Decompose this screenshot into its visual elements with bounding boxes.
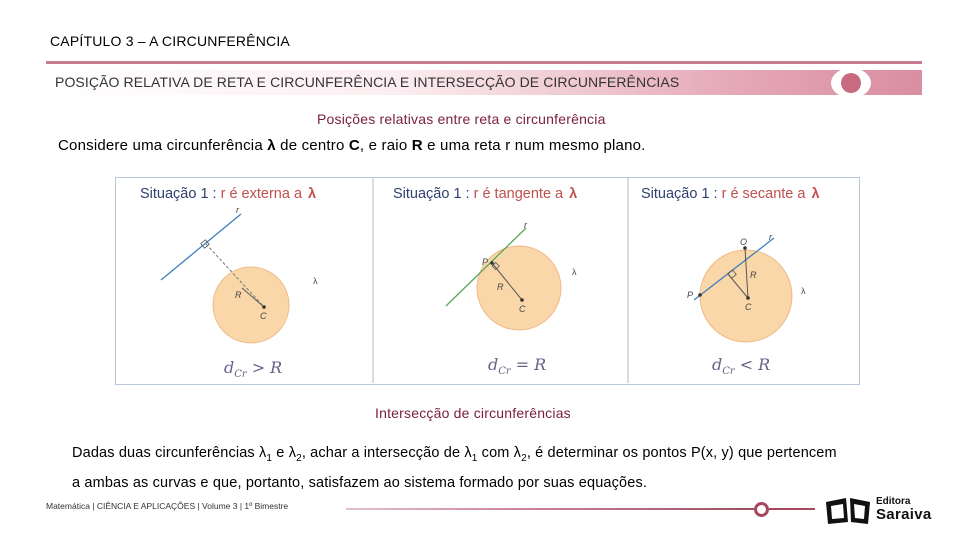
lead-text: Considere uma circunferência [58, 137, 268, 154]
chapter-title: CAPÍTULO 3 – A CIRCUNFERÊNCIA [50, 33, 290, 49]
footer-ring-icon [754, 502, 769, 517]
label-lambda: λ [572, 267, 577, 277]
lead-paragraph [58, 137, 646, 154]
section-bar [46, 70, 922, 95]
dist-sub: Cr [234, 369, 247, 380]
dist-symbol: d [224, 358, 235, 377]
label-r: r [524, 220, 527, 230]
para-sub: 1 [266, 452, 273, 464]
label-lambda: λ [801, 286, 806, 296]
dist-sub: Cr [498, 366, 511, 377]
situation-lambda: λ [569, 186, 578, 202]
section-title: POSIÇÃO RELATIVA DE RETA E CIRCUNFERÊNCIA E INTERSECÇÃO DE CIRCUNFERÊNCIAS [55, 74, 680, 90]
para-text: e λ [272, 445, 297, 461]
label-C: C [745, 302, 752, 312]
diagram-external [161, 205, 318, 380]
saraiva-book-icon [824, 494, 874, 526]
label-lambda: λ [313, 276, 318, 286]
distance-relation [224, 358, 282, 380]
situation-lambda: λ [811, 186, 820, 202]
label-C: C [519, 304, 526, 314]
lead-text: , e raio [359, 137, 412, 154]
footer-rule [346, 508, 756, 510]
relation: < R [739, 355, 771, 374]
tangent-point [490, 261, 494, 265]
label-r: r [769, 232, 772, 242]
situations-diagram [116, 178, 861, 386]
label-R: R [235, 290, 242, 300]
label-P: P [687, 290, 694, 300]
situation-prefix: Situação 1 : [641, 186, 722, 202]
label-C: C [260, 311, 267, 321]
para-text: , é determinar os pontos P(x, y) que pertencem a ambas as curvas e que, portanto, satisfazem ao sistema formado por suas equações. [72, 445, 837, 491]
subtitle-positions: Posições relativas entre reta e circunferência [317, 111, 606, 127]
point-P [698, 293, 702, 297]
dist-symbol: d [712, 355, 723, 374]
distance-relation [488, 355, 546, 377]
intersection-paragraph [72, 441, 842, 495]
lead-text: de centro [275, 137, 349, 154]
relation: > R [251, 358, 283, 377]
situations-figure [115, 177, 860, 385]
para-text: Dadas duas circunferências λ [72, 445, 267, 461]
subtitle-intersection: Intersecção de circunferências [375, 405, 571, 421]
footer-rule-end [769, 508, 815, 510]
brand-top: Editora [876, 496, 911, 507]
para-sub: 2 [521, 452, 527, 464]
label-R: R [497, 282, 504, 292]
circle-lambda [213, 267, 289, 343]
lead-radius: R [411, 137, 423, 154]
brand-name: Saraiva [876, 506, 932, 523]
dist-sub: Cr [722, 366, 735, 377]
lead-lambda: λ [267, 137, 276, 154]
center-point [262, 305, 266, 309]
lead-center: C [348, 137, 360, 154]
relation: = R [515, 355, 547, 374]
label-P: P [482, 257, 489, 267]
para-text: , achar a intersecção de λ [301, 445, 472, 461]
label-R: R [750, 270, 757, 280]
para-text: com λ [477, 445, 522, 461]
situation-desc: r é externa a [220, 186, 303, 202]
section-bar-dot-icon [841, 73, 861, 93]
footer-text: Matemática | CIÊNCIA E APLICAÇÕES | Volume 3 | 1º Bimestre [46, 501, 289, 511]
para-sub: 1 [471, 452, 478, 464]
label-O: O [740, 237, 748, 247]
para-sub: 2 [296, 452, 302, 464]
distance-relation [712, 355, 770, 377]
header-rule [46, 61, 922, 64]
label-r: r [236, 205, 239, 215]
situation-prefix: Situação 1 : [393, 186, 474, 202]
situation-desc: r é secante a [721, 186, 806, 202]
line-r [161, 214, 241, 280]
situation-desc: r é tangente a [473, 186, 564, 202]
lead-text: e uma reta r num mesmo plano. [422, 137, 646, 154]
center-point [520, 298, 524, 302]
situation-prefix: Situação 1 : [140, 186, 221, 202]
circle-lambda [477, 246, 561, 330]
center-point [746, 296, 750, 300]
situation-lambda: λ [308, 186, 317, 202]
dist-symbol: d [488, 355, 499, 374]
diagram-tangent [446, 220, 577, 377]
diagram-secant [687, 232, 806, 377]
